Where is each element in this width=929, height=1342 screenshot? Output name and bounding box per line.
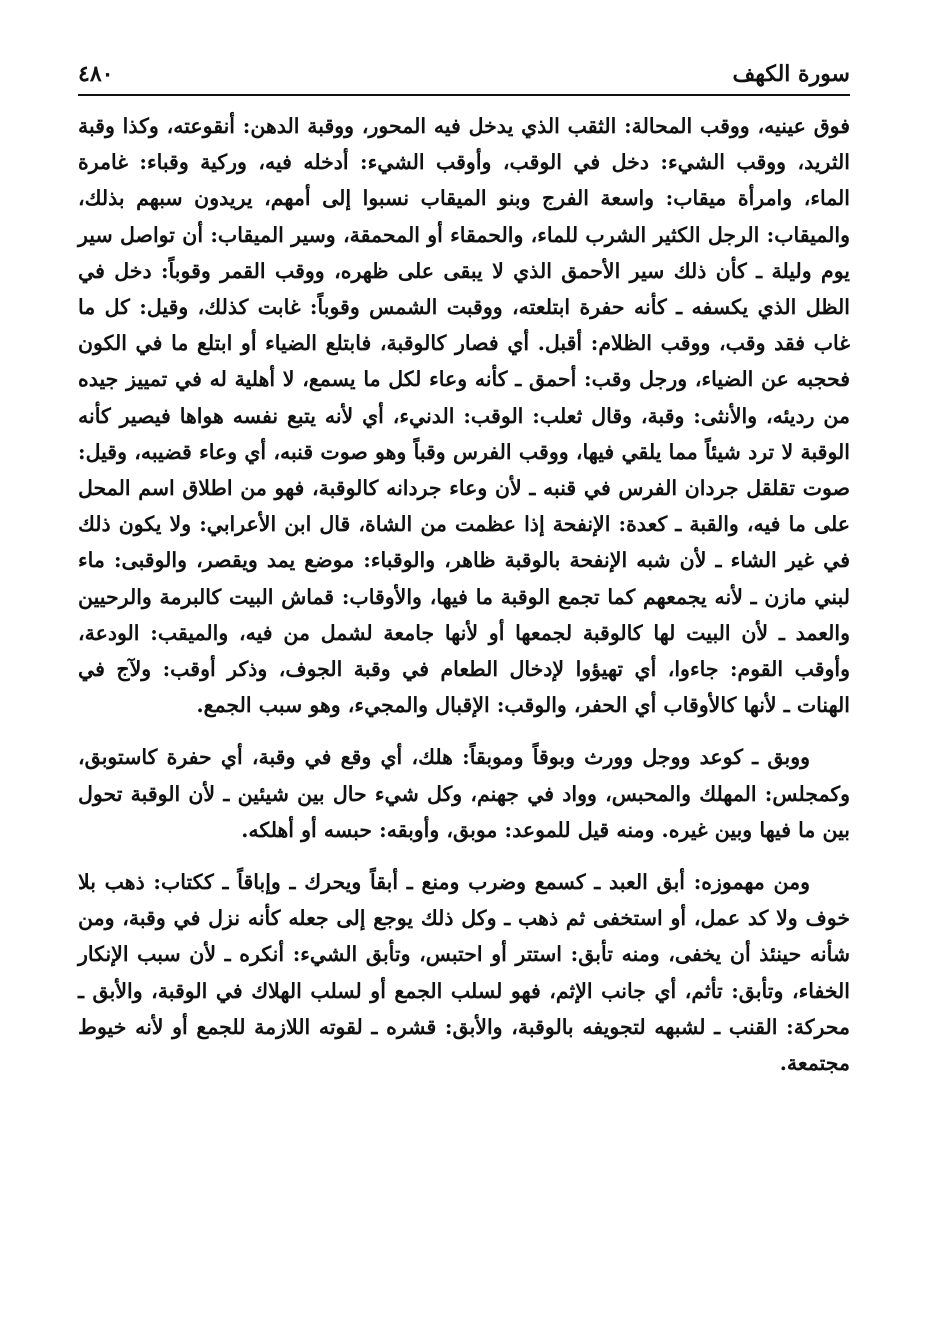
paragraph-2: ووبق ـ كوعد ووجل وورث وبوقاً وموبقاً: هلك، أي وقع في وقبة، أي حفرة كاستوبق، وكمجلس: المهلك والمحبس، وواد في جهنم، وكل شيء حال بين شيئين ـ لأن الوقبة تحول بين ما فيها وبين غيره. ومنه قيل للموعد: موبق، وأوبقه: حبسه أو أهلكه.: [78, 745, 850, 842]
page-number: ٤٨٠: [78, 61, 114, 87]
paragraph-3: ومن مهموزه: أبق العبد ـ كسمع وضرب ومنع ـ أبقاً ويحرك ـ وإباقاً ـ ككتاب: ذهب بلا خوف ولا كد عمل، أو استخفى ثم ذهب ـ وكل ذلك يوجع إلى جعله كأنه نزل في وقبة، ومن شأنه حينئذ أن يخفى، ومنه تأبق: استتر أو احتبس، وتأبق الشيء: أنكره ـ لأن سبب الإنكار الخفاء، وتأبق: تأثم، أي جانب الإثم، فهو لسلب الجمع أو لسلب الهلاك في الوقبة، والأبق ـ محركة: القنب ـ لشبهه لتجويفه بالوقبة، والأبق: قشره ـ لقوته اللازمة للجمع أو لأنه خيوط مجتمعة.: [78, 870, 850, 1076]
page-header: [78, 58, 850, 94]
header-divider: [78, 94, 850, 96]
page-body: [78, 108, 850, 1081]
surah-title: سورة الكهف: [732, 61, 850, 87]
paragraph-1: فوق عينيه، ووقب المحالة: الثقب الذي يدخل فيه المحور، ووقبة الدهن: أنقوعته، وكذا وقبة الثريد، ووقب الشيء: دخل في الوقب، وأوقب الشيء: أدخله فيه، وركية وقباء: غامرة الماء، وامرأة ميقاب: واسعة الفرج وبنو الميقاب نسبوا إلى أمهم، يريدون سبهم بذلك، والميقاب: الرجل الكثير الشرب للماء، والحمقاء أو المحمقة، وسير الميقاب: أن تواصل سير يوم وليلة ـ كأن ذلك سير الأحمق الذي لا يبقى على ظهره، ووقب القمر وقوباً: دخل في الظل الذي يكسفه ـ كأنه حفرة ابتلعته، ووقبت الشمس وقوباً: غابت كذلك، وقيل: كل ما غاب فقد وقب، ووقب الظلام: أقبل. أي فصار كالوقبة، فابتلع الضياء أو ابتلع ما في الكون فحجبه عن الضياء، ورجل وقب: أحمق ـ كأنه وعاء لكل ما يسمع، لا أهلية له في تمييز جيده من رديئه، والأنثى: وقبة، وقال ثعلب: الوقب: الدنيء، أي لأنه يتبع نفسه هواها فيصير كأنه الوقبة لا ترد شيئاً مما يلقي فيها، ووقب الفرس وقباً وهو صوت قنبه، أي وعاء قضيبه، وقيل: صوت تقلقل جردان الفرس في قنبه ـ لأن وعاء جردانه كالوقبة، فهو من اطلاق اسم المحل على ما فيه، والقبة ـ كعدة: الإنفحة إذا عظمت من الشاة، قال ابن الأعرابي: ولا يكون ذلك في غير الشاء ـ لأن شبه الإنفحة بالوقبة ظاهر، والوقباء: موضع يمد ويقصر، والوقبى: ماء لبني مازن ـ لأنه يجمعهم كما تجمع الوقبة ما فيها، والأوقاب: قماش البيت كالبرمة والرحيين والعمد ـ لأن البيت لها كالوقبة لجمعها أو لأنها جامعة لشمل من فيه، والميقب: الودعة، وأوقب القوم: جاءوا، أي تهيؤوا لإدخال الطعام في وقبة الجوف، وذكر أوقب: ولآج في الهنات ـ لأنها كالأوقاب أي الحفر، والوقب: الإقبال والمجيء، وهو سبب الجمع.: [78, 114, 850, 718]
